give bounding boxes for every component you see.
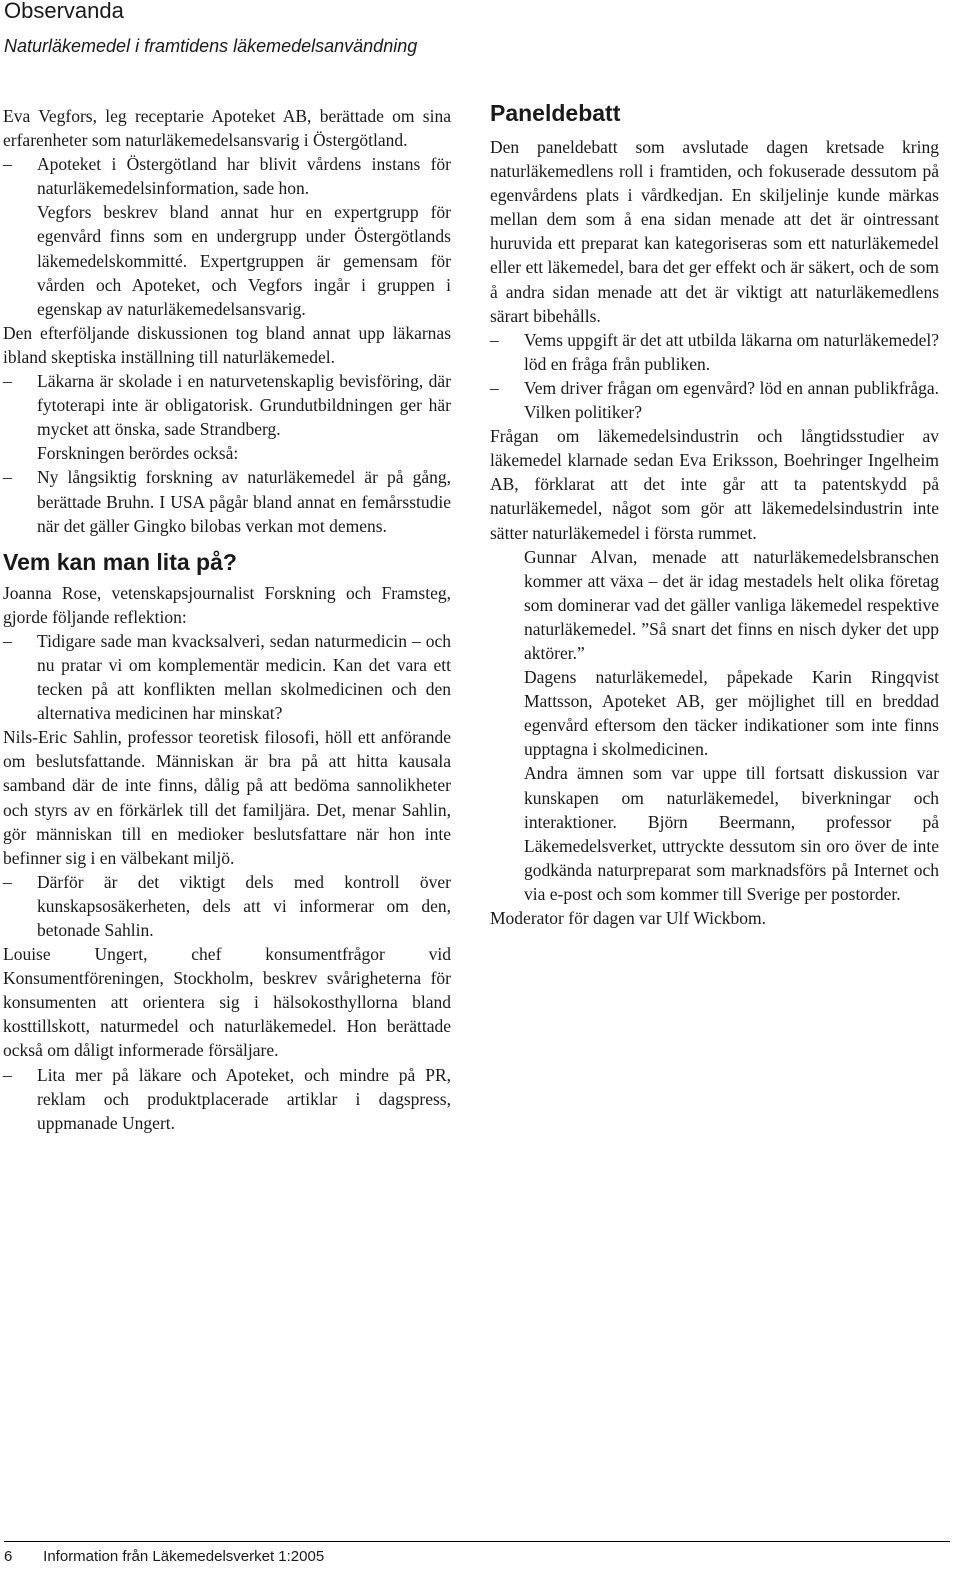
left-paragraph: Louise Ungert, chef konsumentfrågor vid Konsumentföreningen, Stockholm, beskrev svårigheterna för konsumenten att orientera sig i hälsokosthyllorna bland kosttillskott, naturmedel och naturläkemedel. Hon berättade också om dåligt informerade försäljare. (3, 944, 451, 1061)
footer-divider (4, 1541, 950, 1542)
right-section-heading: Paneldebatt (490, 100, 621, 126)
publication-name: Information från Läkemedelsverket 1:2005 (43, 1548, 325, 1565)
page-number: 6 (4, 1548, 13, 1565)
right-column (490, 99, 939, 930)
right-paragraph: Den paneldebatt som avslutade dagen kretsade kring naturläkemedlens roll i framtiden, och fokuserade dessutom på egenvårdens plats i vårdkedjan. En skiljelinje kunde märkas mellan dem som å ena sidan menade att det är ointressant huruvida ett preparat kan kategoriseras som ett naturläkemedel eller ett läkemedel, bara det ger effekt och är säkert, och de som å andra sidan menade att det är viktigt att naturläkemedlens särart bibehålls. (490, 137, 939, 326)
page-header-subtitle: Naturläkemedel i framtidens läkemedelsanvändning (4, 36, 418, 56)
right-dash-paragraph: – Vems uppgift är det att utbilda läkarna om naturläkemedel? löd en fråga från publiken. (490, 328, 939, 376)
left-indented-paragraph: Forskningen berördes också: (37, 443, 239, 464)
page-header-title: Observanda (4, 0, 124, 23)
page-footer (4, 1548, 324, 1565)
right-dash-paragraph: – Vem driver frågan om egenvård? löd en annan publikfråga. Vilken politiker? (490, 376, 939, 424)
left-dash-paragraph: – Ny långsiktig forskning av naturläkemedel är på gång, berättade Bruhn. I USA pågår bland annat en femårsstudie när det gäller Gingko bilobas verkan mot demens. (3, 465, 451, 537)
left-dash-paragraph: – Tidigare sade man kvacksalveri, sedan naturmedicin – och nu pratar vi om komplementär medicin. Kan det vara ett tecken på att konflikten mellan skolmedicinen och den alternativa medicinen har minskat? (3, 629, 451, 725)
left-dash-paragraph: – Därför är det viktigt dels med kontroll över kunskapsosäkerheten, dels att vi informerar om den, betonade Sahlin. (3, 870, 451, 942)
left-column (3, 104, 451, 1135)
left-dash-paragraph: – Apoteket i Östergötland har blivit vårdens instans för naturläkemedelsinformation, sade hon. (3, 152, 451, 200)
right-paragraph: Moderator för dagen var Ulf Wickbom. (490, 908, 766, 928)
left-paragraph: Joanna Rose, vetenskapsjournalist Forskning och Framsteg, gjorde följande reflektion: (3, 582, 451, 627)
left-paragraph: Nils-Eric Sahlin, professor teoretisk filosofi, höll ett anförande om beslutsfattande. Människan är bra på att hitta kausala samband där de inte finns, dålig på att bedöma sannolikheter och styrs av en förkärlek till det familjära. Det, menar Sahlin, gör människan till en medioker beslutsfattare när hon inte befinner sig i en välbekant miljö. (3, 727, 451, 868)
left-dash-paragraph: – Lita mer på läkare och Apoteket, och mindre på PR, reklam och produktplacerade artiklar i dagspress, uppmanade Ungert. (3, 1063, 451, 1135)
left-section-heading: Vem kan man lita på? (3, 548, 237, 575)
right-indented-paragraph: Andra ämnen som var uppe till fortsatt diskussion var kunskapen om naturläkemedel, biverkningar och interaktioner. Björn Beermann, professor på Läkemedelsverket, uttryckte dessutom sin oro över de inte godkända naturpreparat som marknadsförs på Internet och via e-post och som kommer till Sverige per postorder. (524, 763, 939, 904)
right-indented-paragraph: Gunnar Alvan, menade att naturläkemedelsbranschen kommer att växa – det är idag mestadels helt olika företag som dominerar vad det gäller vanliga läkemedel respektive naturläkemedel. ”Så snart det finns en nisch dyker det upp aktörer.” (524, 546, 939, 663)
left-paragraph: Eva Vegfors, leg receptarie Apoteket AB, berättade om sina erfarenheter som naturläkemedelsansvarig i Östergötland. (3, 106, 451, 151)
left-paragraph: Den efterföljande diskussionen tog bland annat upp läkarnas ibland skeptiska inställning till naturläkemedel. (3, 322, 451, 367)
right-paragraph: Frågan om läkemedelsindustrin och långtidsstudier av läkemedel klarnade sedan Eva Eriksson, Boehringer Ingelheim AB, förklarat att det inte går att ta patentskydd på naturläkemedel, något som gör att läkemedelsindustrin inte sätter naturläkemedel i första rummet. (490, 426, 939, 543)
right-indented-paragraph: Dagens naturläkemedel, påpekade Karin Ringqvist Mattsson, Apoteket AB, ger möjlighet till en breddad egenvård eftersom den täcker indikationer som inte finns upptagna i skolmedicinen. (524, 667, 939, 760)
left-dash-paragraph: – Läkarna är skolade i en naturvetenskaplig bevisföring, där fytoterapi inte är obligatorisk. Grundutbildningen ger här mycket att önska, sade Strandberg. (3, 369, 451, 441)
left-indented-paragraph: Vegfors beskrev bland annat hur en expertgrupp för egenvård finns som en undergrupp under Östergötlands läkemedelskommitté. Expertgruppen är gemensam för vården och Apoteket, och Vegfors ingår i gruppen i egenskap av naturläkemedelsansvarig. (37, 202, 451, 319)
